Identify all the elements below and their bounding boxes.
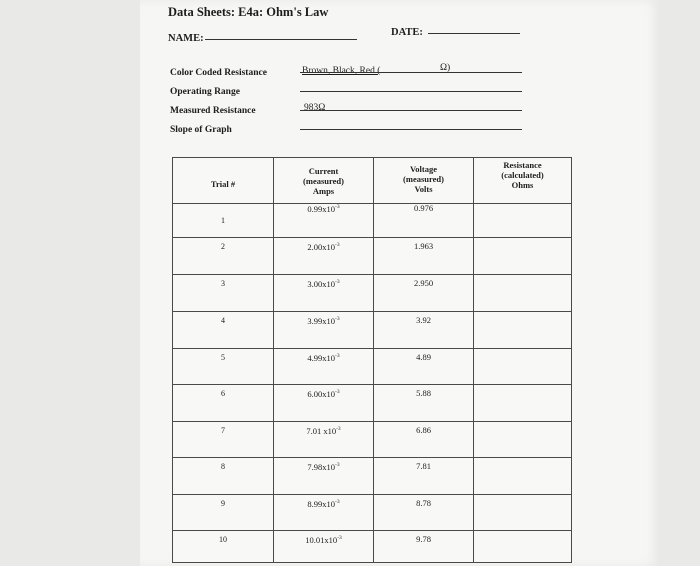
voltage-cell[interactable] — [374, 204, 474, 238]
table-row — [173, 531, 572, 563]
resistance-cell[interactable] — [474, 312, 572, 349]
current-exponent: -3 — [337, 535, 342, 541]
slope-of-graph-field[interactable] — [300, 129, 522, 130]
current-cell[interactable] — [274, 385, 374, 422]
voltage-cell[interactable] — [374, 275, 474, 312]
color-coded-resistance-label: Color Coded Resistance — [170, 68, 267, 78]
trial-number: 10 — [219, 535, 227, 544]
current-exponent: -3 — [336, 426, 341, 432]
trial-cell[interactable] — [173, 531, 274, 563]
current-value: 7.01 x10 — [306, 425, 337, 436]
current-exponent: -3 — [335, 499, 340, 505]
ohm-unit: Ω) — [440, 63, 451, 73]
trial-number: 8 — [221, 462, 225, 471]
name-field[interactable] — [205, 39, 357, 40]
date-label: DATE: — [391, 27, 423, 38]
table-row — [173, 275, 572, 312]
current-exponent: -3 — [335, 353, 340, 359]
current-value: 10.01x10 — [305, 534, 338, 545]
resistance-cell[interactable] — [474, 495, 572, 531]
color-coded-resistance-field[interactable] — [300, 72, 522, 73]
trial-cell[interactable] — [173, 275, 274, 312]
operating-range-field[interactable] — [300, 91, 522, 92]
trial-number: 4 — [221, 316, 225, 325]
resistance-cell[interactable] — [474, 275, 572, 312]
resistance-cell[interactable] — [474, 531, 572, 563]
voltage-cell[interactable] — [374, 495, 474, 531]
voltage-value: 1.963 — [413, 241, 434, 251]
header-trial-text: Trial # — [210, 179, 236, 189]
name-label: NAME: — [168, 33, 204, 44]
current-value: 2.00x10 — [307, 241, 336, 252]
trial-cell[interactable] — [173, 238, 274, 275]
voltage-cell[interactable] — [374, 458, 474, 495]
header-resistance-line2: (calculated) — [501, 169, 544, 180]
resistance-cell[interactable] — [474, 422, 572, 458]
trial-cell[interactable] — [173, 495, 274, 531]
current-cell[interactable] — [274, 238, 374, 275]
table-row — [173, 349, 572, 385]
current-value: 3.00x10 — [307, 278, 336, 289]
current-cell[interactable] — [274, 422, 374, 458]
current-exponent: -3 — [335, 204, 340, 210]
trial-cell[interactable] — [173, 458, 274, 495]
table-row — [173, 495, 572, 531]
voltage-value: 3.92 — [416, 315, 431, 325]
voltage-cell[interactable] — [374, 349, 474, 385]
table-row — [173, 238, 572, 275]
trial-number: 2 — [221, 242, 225, 251]
trial-cell[interactable] — [173, 349, 274, 385]
header-current — [274, 158, 374, 204]
header-voltage-line2: (measured) — [403, 173, 444, 184]
page-title: Data Sheets: E4a: Ohm's Law — [168, 5, 329, 19]
current-value: 6.00x10 — [307, 388, 336, 399]
header-trial — [173, 158, 274, 204]
current-cell[interactable] — [274, 312, 374, 349]
trial-cell[interactable] — [173, 422, 274, 458]
voltage-cell[interactable] — [374, 312, 474, 349]
table-row — [173, 312, 572, 349]
current-exponent: -3 — [335, 242, 340, 248]
operating-range-label: Operating Range — [170, 87, 240, 97]
voltage-value: 6.86 — [416, 425, 431, 435]
current-cell[interactable] — [274, 349, 374, 385]
header-resistance-line1: Resistance — [503, 160, 542, 170]
current-value: 4.99x10 — [307, 352, 336, 363]
trial-cell[interactable] — [173, 312, 274, 349]
voltage-value: 5.88 — [416, 388, 431, 398]
voltage-value: 2.950 — [413, 278, 434, 288]
table-row — [173, 458, 572, 495]
table-header-row — [173, 158, 572, 204]
table-row — [173, 422, 572, 458]
header-voltage-line3: Volts — [414, 183, 433, 194]
voltage-cell[interactable] — [374, 385, 474, 422]
current-value: 0.99x10 — [307, 203, 336, 214]
voltage-cell[interactable] — [374, 422, 474, 458]
trial-number: 6 — [221, 389, 225, 398]
current-cell[interactable] — [274, 275, 374, 312]
current-exponent: -3 — [335, 316, 340, 322]
header-current-line2: (measured) — [303, 175, 344, 186]
voltage-value: 9.78 — [416, 534, 431, 544]
trial-number: 7 — [221, 426, 225, 435]
color-coded-resistance-value: Brown, Black, Red ( — [302, 66, 381, 76]
trial-number: 1 — [221, 216, 225, 225]
current-value: 7.98x10 — [307, 461, 336, 472]
voltage-value: 8.78 — [416, 498, 431, 508]
current-cell[interactable] — [274, 204, 374, 238]
resistance-cell[interactable] — [474, 204, 572, 238]
trial-cell[interactable] — [173, 204, 274, 238]
table-row — [173, 204, 572, 238]
measured-resistance-value: 983Ω — [304, 103, 326, 113]
voltage-value: 0.976 — [413, 203, 434, 213]
current-cell[interactable] — [274, 531, 374, 563]
current-value: 3.99x10 — [307, 315, 336, 326]
trial-cell[interactable] — [173, 385, 274, 422]
voltage-cell[interactable] — [374, 531, 474, 563]
date-field[interactable] — [428, 33, 520, 34]
table-body — [173, 204, 572, 563]
header-resistance-line3: Ohms — [511, 179, 534, 190]
current-exponent: -3 — [335, 389, 340, 395]
measured-resistance-label: Measured Resistance — [170, 106, 256, 116]
slope-of-graph-label: Slope of Graph — [170, 125, 232, 135]
current-exponent: -3 — [335, 279, 340, 285]
header-current-line1: Current — [308, 166, 339, 176]
header-resistance — [474, 158, 572, 204]
current-cell[interactable] — [274, 495, 374, 531]
resistance-cell[interactable] — [474, 349, 572, 385]
table-row — [173, 385, 572, 422]
current-value: 8.99x10 — [307, 498, 336, 509]
resistance-cell[interactable] — [474, 458, 572, 495]
header-current-line3: Amps — [312, 185, 335, 196]
trial-number: 5 — [221, 353, 225, 362]
measured-resistance-field[interactable] — [300, 110, 522, 111]
voltage-cell[interactable] — [374, 238, 474, 275]
current-cell[interactable] — [274, 458, 374, 495]
voltage-value: 4.89 — [416, 352, 431, 362]
trial-number: 3 — [221, 279, 225, 288]
header-voltage-line1: Voltage — [409, 164, 438, 174]
resistance-cell[interactable] — [474, 238, 572, 275]
data-table — [172, 157, 572, 563]
header-voltage — [374, 158, 474, 204]
current-exponent: -3 — [335, 462, 340, 468]
trial-number: 9 — [221, 499, 225, 508]
voltage-value: 7.81 — [416, 461, 431, 471]
resistance-cell[interactable] — [474, 385, 572, 422]
